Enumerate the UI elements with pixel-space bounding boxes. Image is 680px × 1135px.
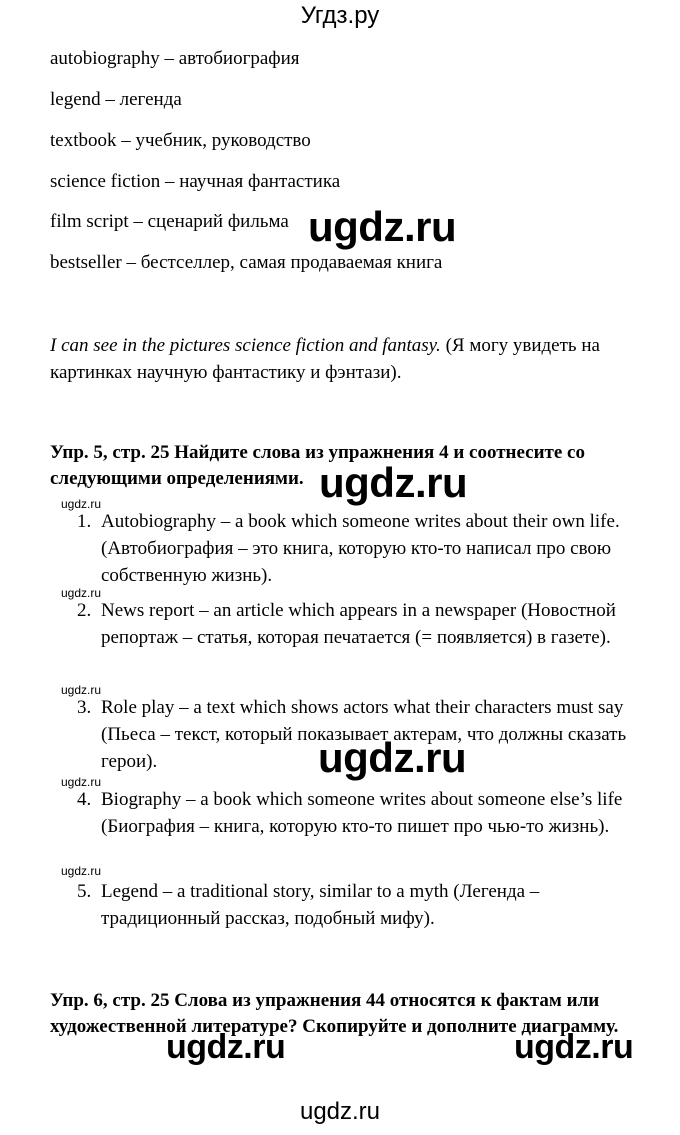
small-watermark: ugdz.ru: [61, 775, 102, 789]
answer-paragraph: [50, 332, 650, 386]
site-title: Угдз.ру: [300, 2, 380, 29]
list-item-text: Role play – a text which shows actors what their characters must say (Пьеса – текст, который показывает актерам, что должны сказать герои).: [101, 697, 627, 772]
watermark: ugdz.ru: [308, 203, 457, 250]
small-watermark: ugdz.ru: [61, 586, 102, 600]
watermark: ugdz.ru: [319, 459, 468, 506]
list-item: [77, 786, 637, 840]
list-item-number: 1.: [77, 511, 92, 532]
exercise5-heading: Упр. 5, стр. 25 Найдите слова из упражнения 4 и соотнесите со следующими определениями.: [50, 442, 585, 489]
watermark: ugdz.ru: [166, 1028, 286, 1066]
list-item-text: Biography – a book which someone writes about someone else’s life (Биография – книга, которую кто-то пишет про чью-то жизнь).: [101, 789, 623, 837]
list-item: [77, 878, 637, 932]
list-item-number: 2.: [77, 600, 92, 621]
watermark: ugdz.ru: [514, 1028, 634, 1066]
list-item-number: 4.: [77, 789, 92, 810]
vocab-item: science fiction – научная фантастика: [50, 171, 341, 192]
exercise6-heading: Упр. 6, стр. 25 Слова из упражнения 44 относятся к фактам или художественной литературе? Скопируйте и дополните диаграмму.: [50, 990, 619, 1037]
list-item-text: News report – an article which appears in a newspaper (Новостной репортаж – статья, которая печатается (= появляется) в газете).: [101, 600, 616, 648]
list-item-text: Autobiography – a book which someone writes about their own life. (Автобиография – это книга, которую кто-то написал про свою собственную жизнь).: [101, 511, 620, 586]
list-item-number: 3.: [77, 697, 92, 718]
footer-site: ugdz.ru: [299, 1098, 381, 1125]
small-watermark: ugdz.ru: [61, 864, 102, 878]
vocab-item: film script – сценарий фильма: [50, 211, 289, 232]
small-watermark: ugdz.ru: [61, 497, 102, 511]
answer-english: I can see in the pictures science fiction and fantasy.: [50, 335, 441, 356]
answer-russian: (Я могу увидеть на картинках научную фантастику и фэнтази).: [50, 335, 600, 383]
list-item-number: 5.: [77, 881, 92, 902]
vocab-item: bestseller – бестселлер, самая продаваемая книга: [50, 252, 443, 273]
vocab-item: autobiography – автобиография: [50, 48, 300, 69]
vocab-item: legend – легенда: [50, 89, 182, 110]
list-item-text: Legend – a traditional story, similar to a myth (Легенда – традиционный рассказ, подобный мифу).: [101, 881, 540, 929]
small-watermark: ugdz.ru: [61, 683, 102, 697]
list-item: [77, 508, 637, 589]
vocab-item: textbook – учебник, руководство: [50, 130, 311, 151]
list-item: [77, 597, 637, 651]
watermark: ugdz.ru: [318, 734, 467, 781]
